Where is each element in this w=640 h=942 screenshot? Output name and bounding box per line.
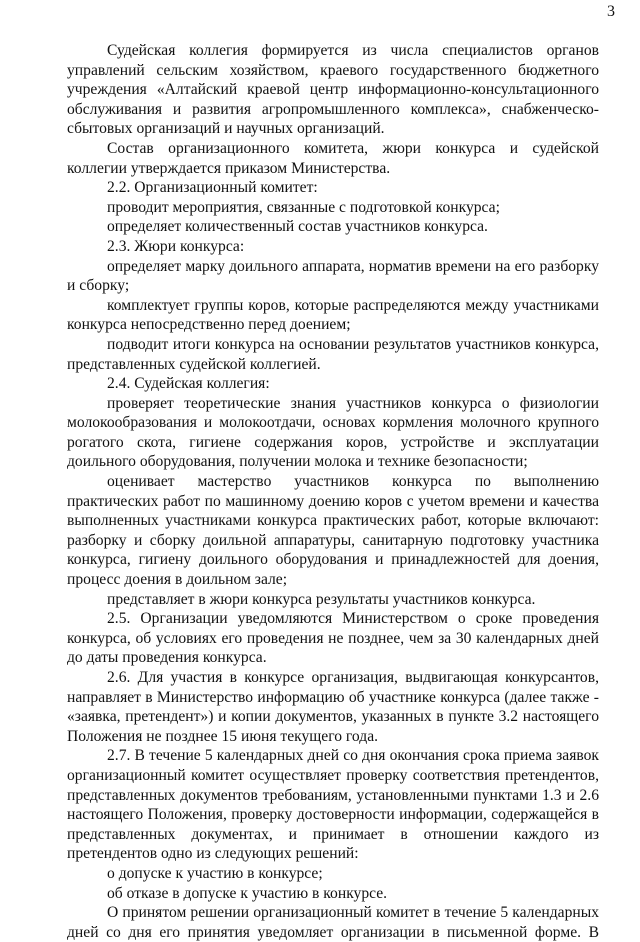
list-item: комплектует группы коров, которые распределяются между участниками конкурса непосредственно перед доением; <box>67 296 599 334</box>
list-item: определяет марку доильного аппарата, норматив времени на его разборку и сборку; <box>67 257 599 295</box>
list-item: об отказе в допуске к участию в конкурсе. <box>107 884 388 902</box>
paragraph-2-5: 2.5. Организации уведомляются Министерством о сроке проведения конкурса, об условиях его проведения не позднее, чем за 30 календарных дней до даты проведения конкурса. <box>67 610 599 667</box>
list-item: проводит мероприятия, связанные с подготовкой конкурса; <box>107 198 500 216</box>
list-item: о допуске к участию в конкурсе; <box>107 864 323 882</box>
heading-2-3: 2.3. Жюри конкурса: <box>107 237 245 255</box>
paragraph-approval-order: Состав организационного комитета, жюри конкурса и судейской коллегии утверждается приказом Министерства. <box>67 139 599 177</box>
paragraph-2-7: 2.7. В течение 5 календарных дней со дня окончания срока приема заявок организационный комитет осуществляет проверку соответствия претендентов, представленных документов требованиям, установленными пунктами 1.3 и 2.6 настоящего Положения, проверку достоверности информации, содержащейся в представленных документах, и принимает в отношении каждого из претендентов одно из следующих решений: <box>67 747 599 863</box>
list-item: подводит итоги конкурса на основании результатов участников конкурса, представленных судейской коллегией. <box>67 335 599 373</box>
paragraph-2-6: 2.6. Для участия в конкурсе организация, выдвигающая конкурсантов, направляет в Министерство информацию об участнике конкурса (далее также - «заявка, претендент») и копии документов, указанных в пункте 3.2 настоящего Положения не позднее 15 июня текущего года. <box>67 669 599 745</box>
list-item: определяет количественный состав участников конкурса. <box>107 218 488 236</box>
paragraph-decision-notice: О принятом решении организационный комитет в течение 5 календарных дней со дня его принятия уведомляет организации в письменной форме. В <box>67 904 599 941</box>
heading-2-4: 2.4. Судейская коллегия: <box>107 375 270 393</box>
page-number: 3 <box>607 3 615 20</box>
list-item: представляет в жюри конкурса результаты участников конкурса. <box>107 590 536 608</box>
heading-2-2: 2.2. Организационный комитет: <box>107 179 318 197</box>
paragraph-judging-panel-composition: Судейская коллегия формируется из числа специалистов органов управлений сельским хозяйством, краевого государственного бюджетного учреждения «Алтайский краевой центр информационно-консультационного обслуживания и развития агропромышленного комплекса», снабженческо-сбытовых организаций и научных организаций. <box>67 42 599 138</box>
list-item: проверяет теоретические знания участников конкурса о физиологии молокообразования и молокоотдачи, основах кормления молочного крупного рогатого скота, гигиене содержания коров, устройстве и эксплуатации доильного оборудования, получении молока и технике безопасности; <box>67 394 599 471</box>
document-body <box>67 41 599 942</box>
list-item: оценивает мастерство участников конкурса по выполнению практических работ по машинному доению коров с учетом времени и качества выполненных участниками конкурса практических работ, которые включают: разборку и сборку доильной аппаратуры, санитарную подготовку участника конкурса, гигиену доильного оборудования и принадлежностей для доения, процесс доения в доильном зале; <box>67 473 599 589</box>
